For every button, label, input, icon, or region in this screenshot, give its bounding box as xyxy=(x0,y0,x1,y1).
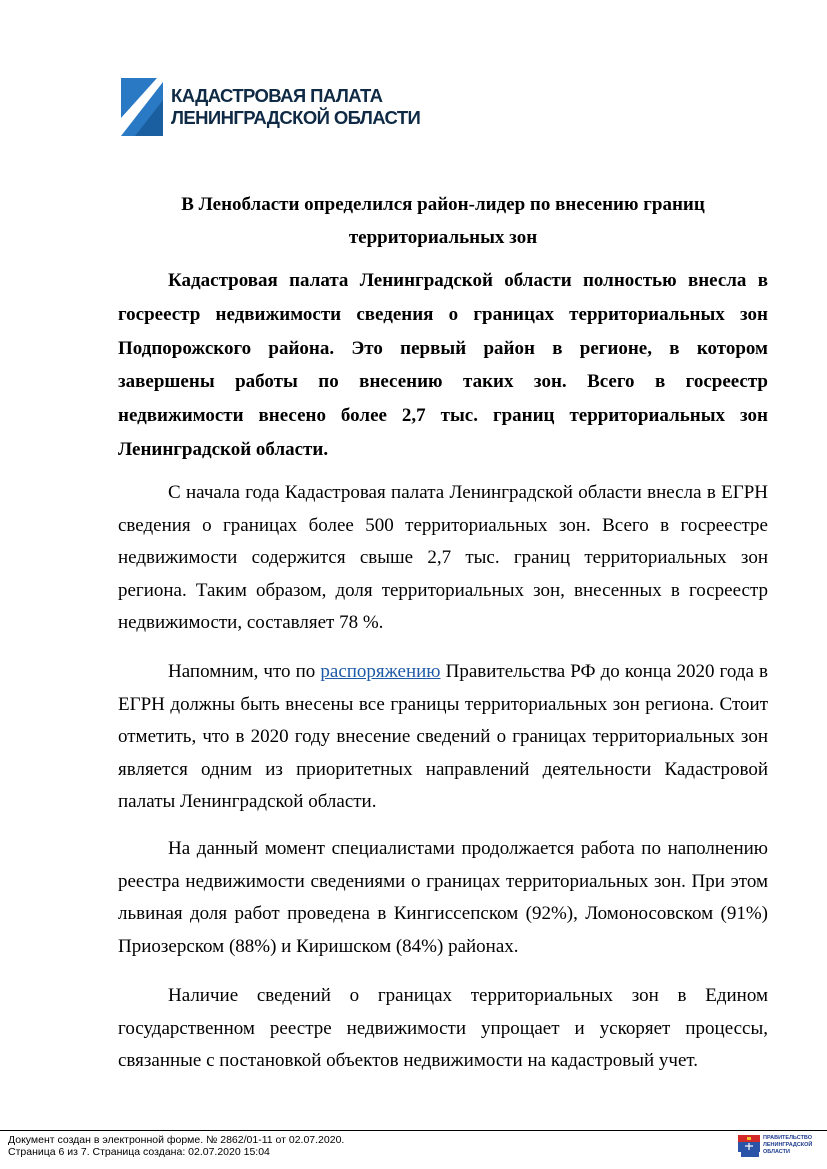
government-logo-text xyxy=(763,1135,812,1156)
footer-page-info: Страница 6 из 7. Страница создана: 02.07.2020 15:04 xyxy=(8,1146,270,1158)
article-title: В Ленобласти определился район-лидер по внесению границ территориальных зон xyxy=(181,194,705,248)
article-paragraph-1: С начала года Кадастровая палата Ленинградской области внесла в ЕГРН сведения о границах более 500 территориальных зон. Всего в госреестре недвижимости содержится свыше 2,7 тыс. границ территориальных зон региона. Таким образом, доля территориальных зон, внесенных в госреестр недвижимости, составляет 78 %. xyxy=(118,482,768,634)
logo-line-1: КАДАСТРОВАЯ ПАЛАТА xyxy=(171,85,383,106)
logo-text xyxy=(171,85,420,129)
footer-divider xyxy=(0,1130,827,1131)
logo-line-2: ЛЕНИНГРАДСКОЙ ОБЛАСТИ xyxy=(171,107,421,128)
government-order-link[interactable]: распоряжению xyxy=(320,661,441,682)
cadastral-chamber-logo xyxy=(121,78,481,136)
cadastral-chamber-logo-icon xyxy=(121,78,171,136)
government-logo-line-1: ПРАВИТЕЛЬСТВО xyxy=(763,1135,813,1141)
document-footer xyxy=(8,1134,344,1158)
article-lead: Кадастровая палата Ленинградской области полностью внесла в госреестр недвижимости сведения о границах территориальных зон Подпорожского района. Это первый район в регионе, в котором завершены работы по внесению таких зон. Всего в госреестр недвижимости внесено более 2,7 тыс. границ территориальных зон Ленинградской области. xyxy=(118,270,768,460)
government-logo-line-2: ЛЕНИНГРАДСКОЙ xyxy=(763,1142,813,1148)
article-paragraph-4: Наличие сведений о границах территориальных зон в Едином государственном реестре недвижимости упрощает и ускоряет процессы, связанные с постановкой объектов недвижимости на кадастровый учет. xyxy=(118,985,768,1072)
paragraph-2-text-before: Напомним, что по xyxy=(168,661,321,682)
article-paragraph-3: На данный момент специалистами продолжается работа по наполнению реестра недвижимости сведениями о границах территориальных зон. При этом львиная доля работ проведена в Кингиссепском (92%), Ломоносовском (91%) Приозерском (88%) и Киришском (84%) районах. xyxy=(118,838,768,957)
government-logo-line-3: ОБЛАСТИ xyxy=(763,1149,790,1155)
government-logo xyxy=(738,1134,823,1158)
paragraph-2-text-after: Правительства РФ до конца 2020 года в ЕГРН должны быть внесены все границы территориальных зон региона. Стоит отметить, что в 2020 году внесение сведений о границах территориальных зон является одним из приоритетных направлений деятельности Кадастровой палаты Ленинградской области. xyxy=(118,661,768,813)
footer-document-info: Документ создан в электронной форме. № 2862/01-11 от 02.07.2020. xyxy=(8,1134,345,1146)
article-paragraph-2 xyxy=(118,656,768,819)
leningrad-government-emblem-icon xyxy=(738,1135,760,1157)
